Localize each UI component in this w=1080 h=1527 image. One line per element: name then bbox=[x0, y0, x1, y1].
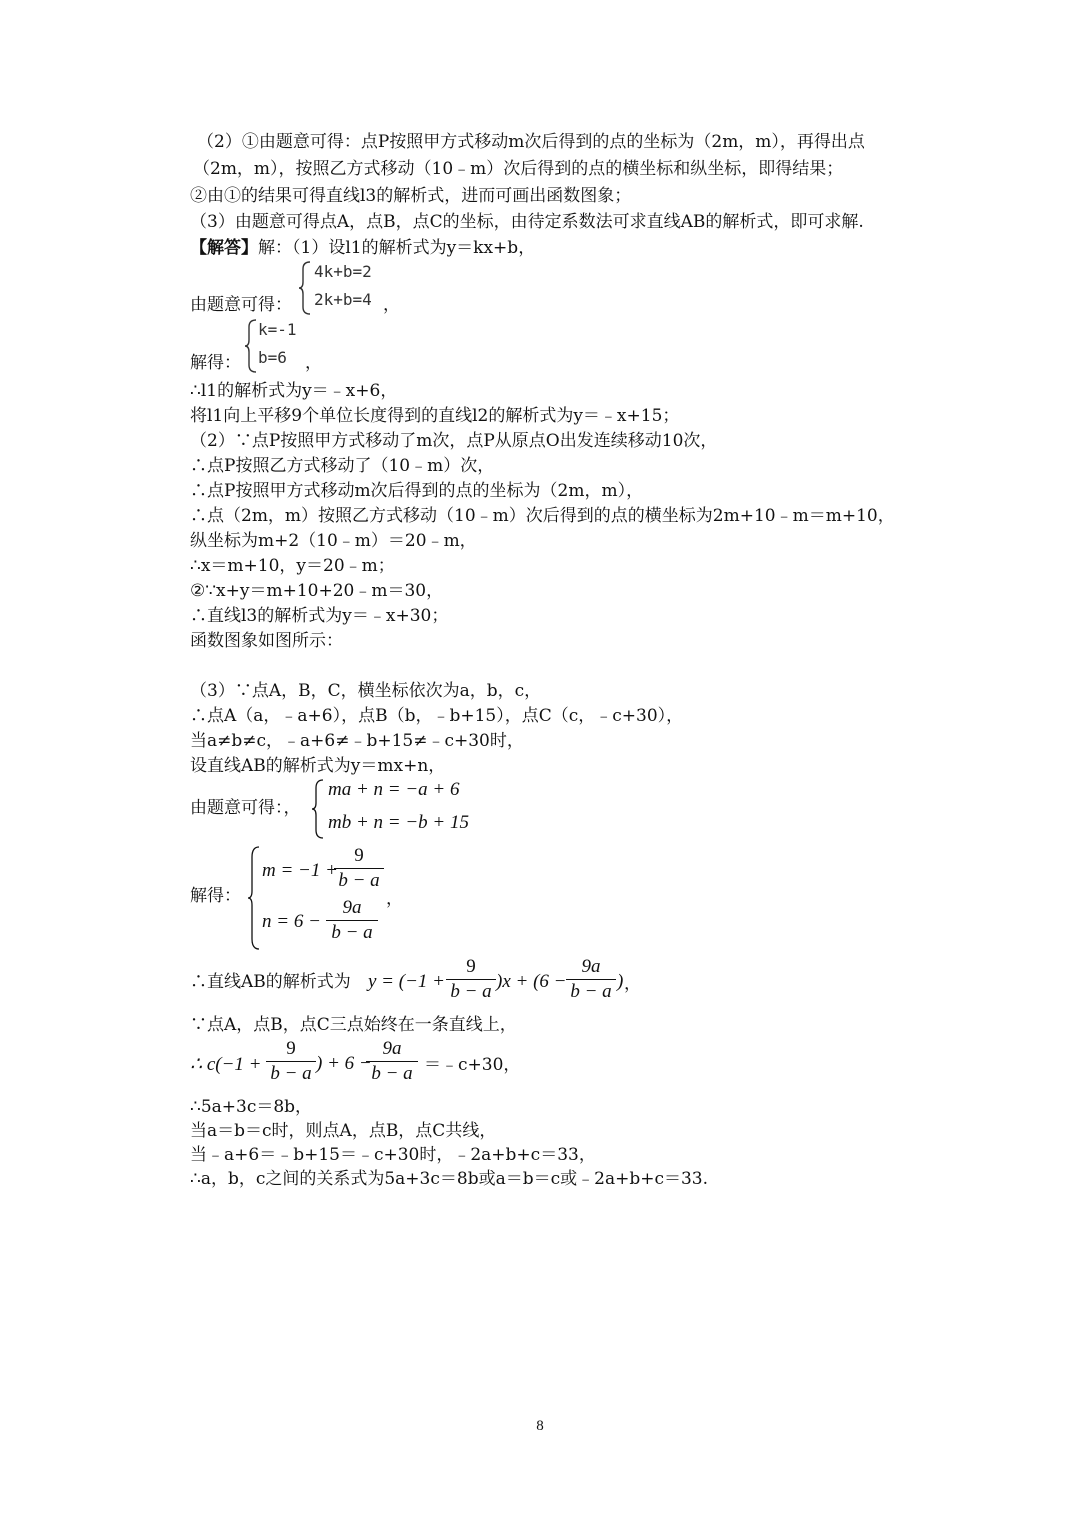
sub-part-a: ∴ c(−1 + bbox=[190, 1054, 262, 1075]
analysis-line-4: （3）由题意可得点A，点B，点C的坐标，由待定系数法可求直线AB的解析式，即可求解. bbox=[190, 212, 864, 232]
answer-p1-intro: 解：（1）设l1的解析式为y＝kx+b， bbox=[258, 238, 536, 258]
system-brace-3 bbox=[311, 778, 325, 840]
fraction-denominator: b − a bbox=[371, 1063, 413, 1084]
ab-fraction-1 bbox=[446, 956, 496, 1003]
part3-line-1: （3）∵点A，B，C，横坐标依次为a，b，c， bbox=[190, 681, 542, 701]
part2-line-9: 函数图象如图所示： bbox=[190, 631, 343, 651]
analysis-line-1: （2）①由题意可得：点P按照甲方式移动m次后得到的点的坐标为（2m，m），再得出点 bbox=[197, 132, 865, 152]
system2-eq1: k=-1 bbox=[258, 320, 297, 339]
l2-result: 将l1向上平移9个单位长度得到的直线l2的解析式为y＝﹣x+15； bbox=[190, 406, 680, 426]
given-label-2: 由题意可得：， bbox=[190, 798, 301, 818]
system2-tail: ， bbox=[305, 353, 322, 373]
result-line-4: ∴a，b，c之间的关系式为5a+3c＝8b或a＝b＝c或﹣2a+b+c＝33. bbox=[190, 1169, 709, 1189]
system1-eq2: 2k+b=4 bbox=[314, 290, 372, 309]
fraction-denominator: b − a bbox=[331, 922, 373, 943]
result-line-2: 当a＝b＝c时，则点A，点B，点C共线， bbox=[190, 1121, 497, 1141]
answer-intro bbox=[190, 237, 535, 259]
result-line-1: ∴5a+3c＝8b， bbox=[190, 1097, 313, 1117]
part2-line-1: （2）∵点P按照甲方式移动了m次，点P从原点O出发连续移动10次， bbox=[190, 431, 718, 451]
part2-line-7: ②∵x+y＝m+10+20﹣m＝30， bbox=[190, 581, 444, 601]
system2-eq2: b=6 bbox=[258, 348, 287, 367]
part2-line-2: ∴点P按照乙方式移动了（10﹣m）次， bbox=[190, 456, 495, 476]
part3-line-4: 设直线AB的解析式为y＝mx+n， bbox=[190, 756, 446, 776]
ab-eq-part-a: y = (−1 + bbox=[368, 971, 445, 992]
system1-eq1: 4k+b=2 bbox=[314, 262, 372, 281]
part2-line-8: ∴直线l3的解析式为y＝﹣x+30； bbox=[190, 606, 449, 626]
fraction-numerator: 9a bbox=[581, 956, 601, 977]
fraction-numerator: 9a bbox=[382, 1038, 402, 1059]
solve-label-1: 解得： bbox=[190, 353, 241, 373]
part2-line-3: ∴点P按照甲方式移动m次后得到的点的坐标为（2m，m）， bbox=[190, 481, 644, 501]
fraction-numerator: 9 bbox=[286, 1038, 296, 1059]
fraction-denominator: b − a bbox=[338, 870, 380, 891]
n-solution-fraction bbox=[326, 897, 378, 944]
system-brace-4 bbox=[247, 845, 261, 951]
answer-label: 【解答】 bbox=[190, 238, 258, 258]
part2-line-5: 纵坐标为m+2（10﹣m）＝20﹣m， bbox=[190, 531, 477, 551]
fraction-numerator: 9a bbox=[342, 897, 362, 918]
n-solution-lhs: n = 6 − bbox=[262, 911, 321, 932]
ab-prefix: ∴直线AB的解析式为 bbox=[190, 972, 351, 992]
m-solution-tail: ， bbox=[386, 889, 403, 909]
analysis-line-3: ②由①的结果可得直线l3的解析式，进而可画出函数图象； bbox=[190, 186, 632, 206]
analysis-line-2: （2m，m），按照乙方式移动（10﹣m）次后得到的点的横坐标和纵坐标，即得结果； bbox=[193, 159, 844, 179]
part3-line-2: ∴点A（a，﹣a+6），点B（b，﹣b+15），点C（c，﹣c+30）， bbox=[190, 706, 684, 726]
system-brace-2 bbox=[244, 318, 258, 374]
m-solution-lhs: m = −1 + bbox=[262, 860, 338, 881]
result-line-3: 当﹣a+6＝﹣b+15＝﹣c+30时，﹣2a+b+c＝33， bbox=[190, 1145, 596, 1165]
ab-eq-part-c: ) bbox=[617, 971, 624, 992]
fraction-denominator: b − a bbox=[450, 981, 492, 1002]
system-brace-1 bbox=[298, 260, 312, 316]
system3-eq1: ma + n = −a + 6 bbox=[328, 779, 460, 800]
page-number: 8 bbox=[536, 1418, 544, 1434]
ab-eq-part-b: )x + (6 − bbox=[496, 971, 567, 992]
fraction-numerator: 9 bbox=[466, 956, 476, 977]
ab-tail: ， bbox=[624, 974, 641, 994]
fraction-denominator: b − a bbox=[270, 1063, 312, 1084]
fraction-denominator: b − a bbox=[570, 981, 612, 1002]
ab-fraction-2 bbox=[566, 956, 616, 1003]
collinear-line: ∵点A，点B，点C三点始终在一条直线上， bbox=[190, 1015, 517, 1035]
sub-fraction-2 bbox=[366, 1038, 418, 1085]
system3-eq2: mb + n = −b + 15 bbox=[328, 812, 470, 833]
m-solution-fraction bbox=[334, 845, 384, 892]
sub-part-c: ＝﹣c+30， bbox=[424, 1055, 521, 1075]
part2-line-6: ∴x＝m+10，y＝20﹣m； bbox=[190, 556, 395, 576]
given-label-1: 由题意可得： bbox=[190, 295, 292, 315]
sub-part-b: ) + 6 − bbox=[316, 1053, 372, 1074]
fraction-numerator: 9 bbox=[354, 845, 364, 866]
part2-line-4: ∴点（2m，m）按照乙方式移动（10﹣m）次后得到的点的横坐标为2m+10﹣m＝m+10， bbox=[190, 506, 895, 526]
sub-fraction-1 bbox=[266, 1038, 316, 1085]
system1-tail: ， bbox=[383, 295, 400, 315]
l1-result: ∴l1的解析式为y＝﹣x+6， bbox=[190, 381, 398, 401]
solve-label-2: 解得： bbox=[190, 886, 241, 906]
part3-line-3: 当a≠b≠c，﹣a+6≠﹣b+15≠﹣c+30时， bbox=[190, 731, 524, 751]
